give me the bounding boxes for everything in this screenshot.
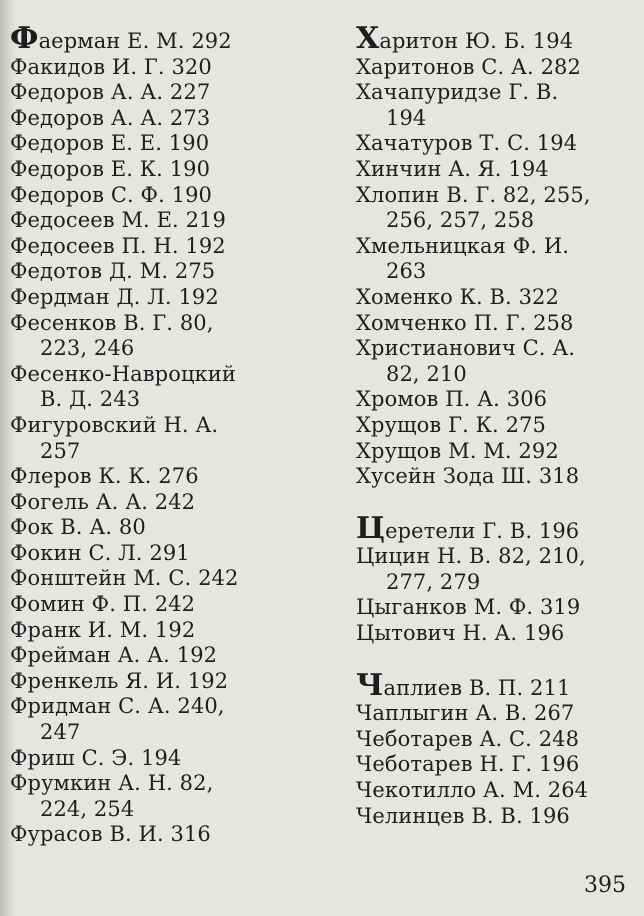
index-entry (356, 55, 640, 81)
entry-text: Фрумкин А. Н. 82, (10, 771, 214, 796)
index-entry (10, 311, 330, 362)
section-initial-letter: Ч (356, 667, 384, 703)
entry-text: Чеботарев А. С. 248 (356, 726, 580, 751)
index-entry (356, 510, 640, 546)
index-entry (10, 80, 330, 106)
entry-text: Фердман Д. Л. 192 (10, 284, 219, 309)
entry-text: Федотов Д. М. 275 (10, 259, 216, 284)
entry-text: Фурасов В. И. 316 (10, 822, 211, 847)
entry-text: Федоров А. А. 273 (10, 105, 211, 130)
entry-text: Фокин С. Л. 291 (10, 540, 190, 565)
entry-text: Хрущов М. М. 292 (356, 438, 559, 463)
entry-text: Хусейн Зода Ш. 318 (356, 464, 580, 489)
index-entry (10, 55, 330, 81)
index-entry (10, 208, 330, 234)
index-entry (10, 746, 330, 772)
entry-text: Фридман С. А. 240, (10, 694, 225, 719)
entry-continuation: В. Д. 243 (40, 387, 141, 412)
index-entry (10, 618, 330, 644)
entry-continuation: 263 (386, 259, 427, 284)
index-entry (10, 183, 330, 209)
entry-text: Христианович С. А. (356, 336, 576, 361)
entry-continuation: 256, 257, 258 (386, 208, 535, 233)
index-entry (356, 413, 640, 439)
entry-text: Фриш С. Э. 194 (10, 745, 182, 770)
index-entry (10, 362, 330, 413)
index-entry (10, 592, 330, 618)
entry-text: Цыганков М. Ф. 319 (356, 595, 581, 620)
section-initial-letter: Х (356, 21, 380, 56)
index-entry (10, 131, 330, 157)
entry-text: Хрущов Г. К. 275 (356, 412, 546, 437)
entry-text: Фигуровский Н. А. (10, 412, 219, 437)
index-entry (10, 464, 330, 490)
index-entry (356, 439, 640, 465)
index-entry (356, 667, 640, 703)
entry-text: Хачатуров Т. С. 194 (356, 131, 578, 156)
entry-text: Хачапуридзе Г. В. (356, 80, 559, 105)
entry-text: Фрейман А. А. 192 (10, 643, 218, 668)
index-entry (356, 183, 640, 234)
entry-text: Хлопин В. Г. 82, 255, (356, 182, 591, 207)
index-entry (10, 490, 330, 516)
index-entry (356, 727, 640, 753)
entry-text: Челинцев В. В. 196 (356, 803, 570, 828)
index-entry (10, 541, 330, 567)
entry-text: Хромов П. А. 306 (356, 387, 548, 412)
index-entry (356, 131, 640, 157)
entry-text: еретели Г. В. 196 (385, 518, 580, 543)
entry-text: Чаплыгин А. В. 267 (356, 701, 575, 726)
index-entry (356, 311, 640, 337)
section-gap (356, 490, 640, 516)
entry-text: Чеботарев Н. Г. 196 (356, 752, 580, 777)
entry-text: Чекотилло А. М. 264 (356, 778, 589, 803)
index-entry (10, 643, 330, 669)
index-entry (356, 701, 640, 727)
index-entry (10, 822, 330, 848)
entry-text: Флеров К. К. 276 (10, 464, 199, 489)
index-entry (356, 778, 640, 804)
index-entry (10, 413, 330, 464)
index-entry (10, 21, 330, 56)
entry-text: Хоменко К. В. 322 (356, 284, 559, 309)
entry-text: Цицин Н. В. 82, 210, (356, 544, 586, 569)
entry-text: Фомин Ф. П. 242 (10, 592, 196, 617)
index-entry (10, 669, 330, 695)
index-entry (356, 387, 640, 413)
entry-text: Франк И. М. 192 (10, 617, 196, 642)
index-entry (356, 285, 640, 311)
entry-text: Федосеев М. Е. 219 (10, 208, 226, 233)
entry-text: аерман Е. М. 292 (38, 29, 232, 53)
index-entry (356, 544, 640, 595)
index-entry (356, 804, 640, 830)
entry-text: Фогель А. А. 242 (10, 489, 196, 514)
entry-text: Федоров Е. Е. 190 (10, 131, 210, 156)
entry-text: Хинчин А. Я. 194 (356, 156, 549, 181)
index-entry (356, 234, 640, 285)
index-column-left (10, 21, 330, 848)
entry-continuation: 257 (40, 438, 81, 463)
entry-text: Фесенко-Навроцкий (10, 361, 236, 386)
entry-text: Фесенков В. Г. 80, (10, 310, 214, 335)
index-entry (356, 157, 640, 183)
index-entry (10, 259, 330, 285)
index-entry (10, 106, 330, 132)
index-entry (356, 21, 640, 56)
entry-continuation: 194 (386, 105, 427, 130)
index-entry (10, 157, 330, 183)
entry-text: аритон Ю. Б. 194 (379, 29, 574, 53)
index-entry (10, 285, 330, 311)
entry-text: Хмельницкая Ф. И. (356, 233, 570, 258)
entry-text: Харитонов С. А. 282 (356, 54, 581, 79)
index-entry (356, 464, 640, 490)
index-column-right (356, 21, 640, 829)
entry-continuation: 277, 279 (386, 569, 481, 594)
index-entry (10, 234, 330, 260)
index-entry (356, 336, 640, 387)
entry-continuation: 247 (40, 720, 81, 745)
entry-text: Фок В. А. 80 (10, 515, 146, 540)
index-entry (356, 621, 640, 647)
entry-text: Федосеев П. Н. 192 (10, 233, 226, 258)
entry-text: Фонштейн М. С. 242 (10, 566, 239, 591)
entry-text: Федоров Е. К. 190 (10, 156, 211, 181)
index-entry (356, 595, 640, 621)
section-initial-letter: Ф (10, 21, 39, 56)
entry-text: Факидов И. Г. 320 (10, 54, 212, 79)
index-entry (10, 694, 330, 745)
entry-text: Хомченко П. Г. 258 (356, 310, 574, 335)
entry-continuation: 223, 246 (40, 336, 135, 361)
index-entry (10, 566, 330, 592)
index-entry (356, 80, 640, 131)
entry-text: Цытович Н. А. 196 (356, 621, 565, 646)
entry-text: Федоров С. Ф. 190 (10, 182, 212, 207)
section-initial-letter: Ц (356, 510, 386, 546)
entry-text: Федоров А. А. 227 (10, 80, 211, 105)
section-gap (356, 647, 640, 673)
index-entry (356, 752, 640, 778)
index-entry (10, 771, 330, 822)
entry-text: Френкель Я. И. 192 (10, 668, 229, 693)
page-number: 395 (584, 873, 626, 898)
index-entry (10, 515, 330, 541)
entry-continuation: 224, 254 (40, 796, 135, 821)
entry-text: аплиев В. П. 211 (383, 675, 571, 700)
entry-continuation: 82, 210 (386, 361, 467, 386)
